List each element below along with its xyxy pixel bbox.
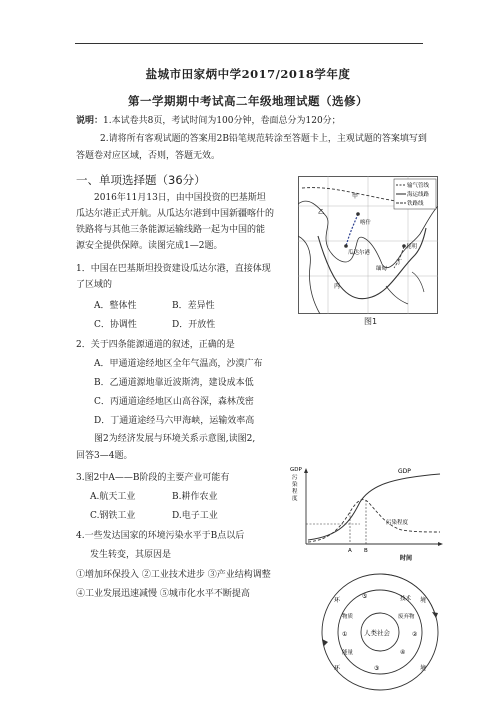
label-yi: 乙 bbox=[318, 209, 325, 216]
fig2-ylabel-char: 染 bbox=[292, 482, 298, 488]
header-rule bbox=[75, 43, 423, 44]
q3-option-a: A.航天工业 bbox=[90, 492, 136, 502]
fig2-label-b: B bbox=[364, 548, 368, 554]
q2-option-b: B．乙通道源地靠近波斯湾，建设成本低 bbox=[94, 378, 254, 388]
cycle-item-waste: 废弃物 bbox=[398, 614, 415, 620]
intro-line: 源安全提供保障。读图完成1—2题。 bbox=[76, 241, 223, 251]
instructions-line1: 说明：1.本试卷共8页，考试时间为100分钟，卷面总分为120分； bbox=[76, 116, 341, 126]
cycle-num: ③ bbox=[374, 665, 380, 672]
intro2-line: 图2为经济发展与环境关系示意图,读图2, bbox=[94, 434, 256, 444]
q2-option-c: C．丙通道途经地区山高谷深，森林茂密 bbox=[94, 397, 254, 407]
cycle-num: ⑤ bbox=[362, 593, 368, 600]
fig2-ylabel-char: 污 bbox=[292, 475, 298, 481]
legend-sea: 海运线路 bbox=[407, 192, 430, 198]
cycle-item-tech: 技术 bbox=[400, 596, 412, 602]
q3-stem: 3.图2中A——B阶段的主要产业可能有 bbox=[76, 473, 230, 483]
cycle-num: ④ bbox=[400, 649, 406, 656]
q1-option-c: C．协调性 bbox=[94, 320, 137, 330]
figure1-caption: 图1 bbox=[364, 317, 378, 326]
label-jia: 甲 bbox=[352, 193, 359, 200]
q4-stem: 4.一些发达国家的环境污染水平于B点以后 bbox=[76, 531, 245, 541]
cycle-item-matter: 物质 bbox=[342, 614, 354, 620]
intro2-line: 回答3—4题。 bbox=[76, 451, 133, 461]
label-kashgar: 喀什 bbox=[360, 220, 372, 226]
fig2-ylabel-char: 程 bbox=[292, 489, 298, 495]
cycle-center: 人类社会 bbox=[364, 629, 390, 637]
intro-line: 铁路将与其他三条能源运输线路一起为中国的能 bbox=[76, 225, 266, 235]
q1-option-d: D．开放性 bbox=[172, 320, 216, 330]
section-heading: 一、单项选择题（36分） bbox=[76, 173, 206, 187]
q4-items-2: ④工业发展迅速减慢 ⑤城市化水平不断提高 bbox=[76, 589, 250, 599]
q4-items-1: ①增加环保投入 ②工业技术进步 ③产业结构调整 bbox=[76, 570, 271, 580]
intro-line: 2016年11月13日，由中国投资的巴基斯坦 bbox=[94, 193, 266, 203]
fig2-label-a: A bbox=[348, 548, 352, 554]
q1-stem: 1．中国在巴基斯坦投资建设瓜达尔港，直接体现 bbox=[76, 264, 271, 274]
q3-option-b: B.耕作农业 bbox=[172, 492, 218, 502]
label-ding: 丁 bbox=[396, 259, 403, 266]
cycle-num: ② bbox=[412, 631, 418, 638]
figure1-map bbox=[298, 176, 438, 314]
q4-stem-cont: 发生转变，其原因是 bbox=[90, 550, 172, 560]
cycle-outer-4: 境 bbox=[420, 665, 427, 672]
doc-subtitle: 第一学期期中考试高二年级地理试题（选修） bbox=[128, 94, 368, 108]
fig2-ylabel-gdp: GDP bbox=[290, 467, 302, 473]
cycle-outer-3: 环 bbox=[334, 665, 341, 672]
doc-title: 盐城市田家炳中学2017/2018学年度 bbox=[145, 67, 351, 81]
q1-stem-cont: 了区域的 bbox=[76, 280, 113, 290]
q1-option-b: B．差异性 bbox=[172, 301, 215, 311]
cycle-num: ① bbox=[342, 631, 348, 638]
figure3-cycle bbox=[318, 570, 442, 694]
fig2-xlabel: 时间 bbox=[400, 555, 413, 562]
q2-stem: 2．关于四条能源通道的叙述，正确的是 bbox=[76, 340, 235, 350]
instructions-line3: 答题卷对应区域，否则，答题无效。 bbox=[76, 151, 221, 161]
fig2-pollution-label: 污染程度 bbox=[386, 520, 409, 526]
q1-option-a: A．整体性 bbox=[94, 301, 137, 311]
label-bing: 丙 bbox=[334, 283, 341, 290]
cycle-outer-2: 境 bbox=[420, 597, 427, 604]
label-myanmar: 缅甸 bbox=[376, 266, 388, 272]
q3-option-c: C.钢铁工业 bbox=[90, 511, 136, 521]
cycle-outer-1: 环 bbox=[334, 597, 341, 604]
instructions-line2: 2.请将所有客观试题的答案用2B铅笔规范转涂至答题卡上，主观试题的答案填写到 bbox=[100, 134, 427, 144]
legend-rail: 铁路线 bbox=[407, 201, 424, 207]
q2-option-d: D．丁通道途经马六甲海峡，运输效率高 bbox=[94, 416, 255, 426]
label-kunming: 昆明 bbox=[406, 244, 418, 250]
figure2-chart bbox=[290, 462, 444, 562]
legend-gas: 输气管线 bbox=[407, 183, 430, 189]
q3-option-d: D.电子工业 bbox=[172, 511, 218, 521]
fig2-gdp-label: GDP bbox=[398, 468, 411, 475]
label-gwadar: 瓜达尔港 bbox=[348, 250, 371, 256]
cycle-item-energy: 能量 bbox=[342, 650, 354, 656]
fig2-ylabel-char: 度 bbox=[292, 496, 298, 502]
intro-line: 瓜达尔港正式开航。从瓜达尔港到中国新疆喀什的 bbox=[76, 209, 275, 219]
q2-option-a: A．甲通道途经地区全年气温高，沙漠广布 bbox=[94, 359, 263, 369]
instructions-label: 说明： bbox=[76, 116, 104, 126]
